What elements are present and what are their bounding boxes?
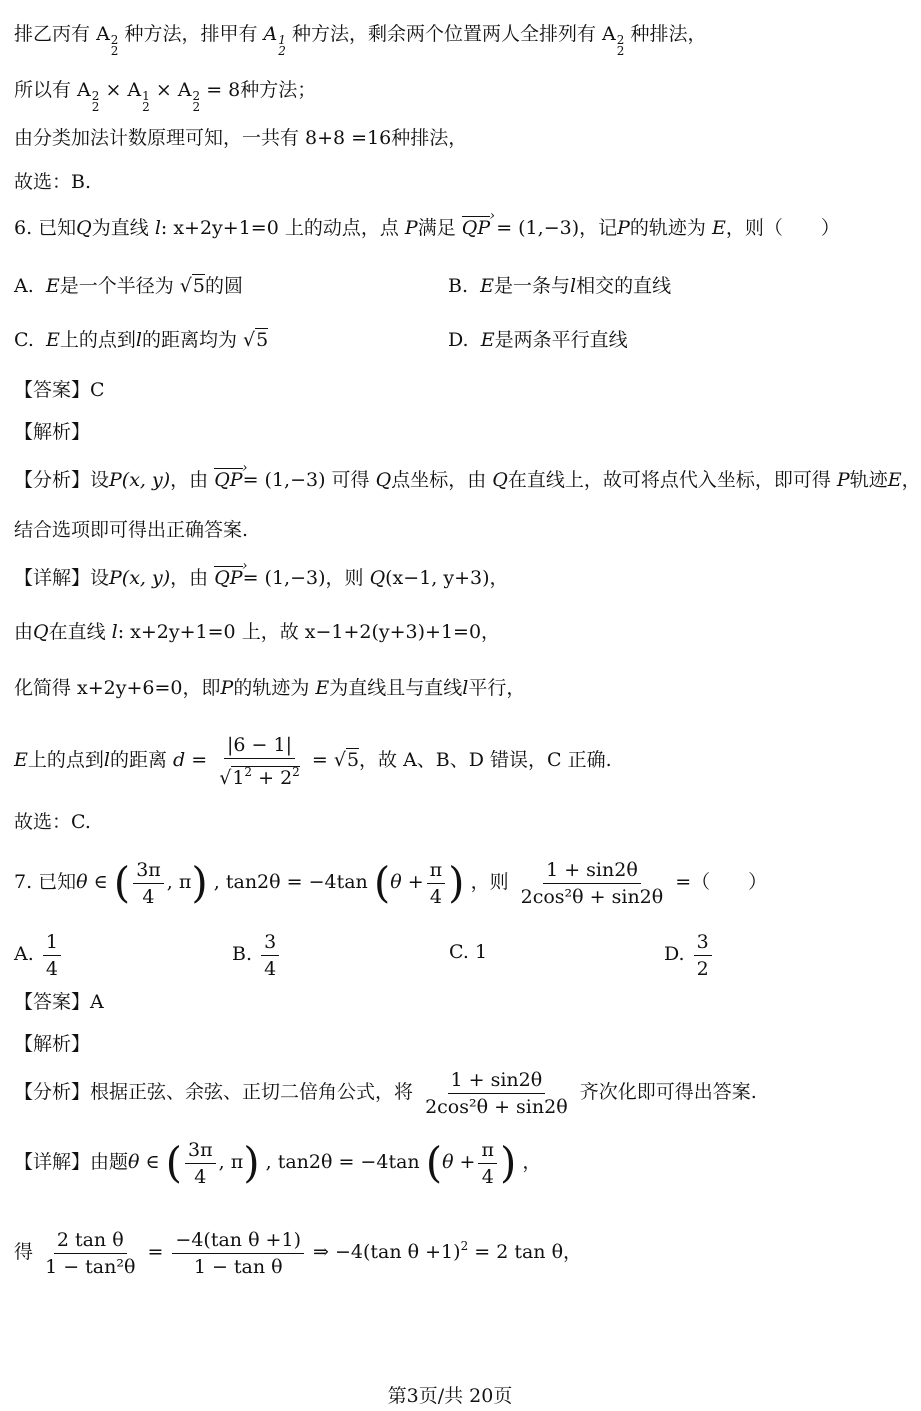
perm-A22: A 2 2 [96,23,119,58]
text-line: 排乙丙有 A 2 2 种方法，排甲有 A 1 2 种方法，剩余两个位置两人全排列有 A 2 2 种排法， [14,23,707,58]
option-B: B. E是一条与l相交的直线 [448,275,672,297]
detail-distance: E上的点到l的距离 d = $\frac{|6 - 1|}{√1^2 + 2^2}$ = √5，故 A、B、D 错误，C 正确. [14,733,612,789]
page-footer: 第3页/共 20页 [387,1385,513,1407]
detail-text: 化简得 x+2y+6=0，即P的轨迹为 E为直线且与直线l平行， [14,677,526,699]
perm-A22: A 2 2 [602,23,625,58]
perm-A21: A 1 2 [263,23,286,58]
answer-label: 【答案】C [14,379,105,401]
question-6-stem: 6. 已知Q为直线 l: x+2y+1=0 上的动点，点 P满足 QP › = (1,−3)，记P的轨迹为 E，则（ ） [14,216,840,240]
vector-QP: QP › [462,216,490,239]
option-A: A. $\frac{1}{4}$ [14,928,64,980]
text-line: 故选：B. [14,171,92,193]
analysis-label: 【解析】 [14,1033,91,1055]
option-D: D. $\frac{3}{2}$ [664,928,715,980]
text-line: 由分类加法计数原理可知，一共有 8+8 =16种排法， [14,127,468,149]
answer-label: 【答案】A [14,991,104,1013]
analysis-text: 【分析】根据正弦、余弦、正切二倍角公式，将 $\frac{1 + \sin 2\theta}{\text{2cos²θ + sin2θ}}$ 齐次化即可得出答案. [14,1068,757,1118]
option-B: B. $\frac{3}{4}$ [232,928,282,980]
distance-fraction: $\frac{|6 - 1|}{√1^2 + 2^2}$ [219,733,300,789]
option-C: C. 1 [449,941,488,963]
text-line: 所以有 A 2 2 × A 1 2 × A 2 2 = 8种方法； [14,79,317,114]
analysis-text: 【分析】设P(x, y)，由 QP ›= (1,−3) 可得 Q点坐标，由 Q在直线上，故可将点代入坐标，即可得 P轨迹E， [14,468,921,492]
option-C: C. E上的点到l的距离均为 √5 [14,329,269,351]
text-line: 故选：C. [14,811,91,833]
question-7-stem: 7. 已知θ ∈ ( $\frac{3\pi}{4}$ , π) , tan2θ = −4tan (θ + $\frac{\pi}{4}$ ) ，则 $\frac{1 + \sin 2\theta}{\text{2cos²θ + sin2θ}}$ =（ ） [14,858,768,908]
detail-text: 得 $\frac{\text{2 tan θ}}{\text{1 − tan²θ}}$ = $\frac{\text{−4(tan θ +1)}}{\text{1 − tan θ}}$ ⇒ −4(tan θ +1)$^2$ = 2 tan θ， [14,1228,583,1278]
option-A: A. E是一个半径为 √5的圆 [14,275,244,297]
detail-text: 【详解】由题θ ∈ ( $\frac{3\pi}{4}$ , π) , tan2θ = −4tan (θ + $\frac{\pi}{4}$ ) ， [14,1138,542,1188]
analysis-label: 【解析】 [14,421,91,443]
detail-text: 【详解】设P(x, y)，由 QP ›= (1,−3)，则 Q(x−1, y+3)， [14,566,509,590]
analysis-text: 结合选项即可得出正确答案. [14,519,249,541]
option-D: D. E是两条平行直线 [448,329,628,351]
detail-text: 由Q在直线 l: x+2y+1=0 上，故 x−1+2(y+3)+1=0， [14,621,501,643]
ratio-fraction: $\frac{1 + \sin 2\theta}{\text{2cos²θ + sin2θ}}$ [520,858,664,908]
